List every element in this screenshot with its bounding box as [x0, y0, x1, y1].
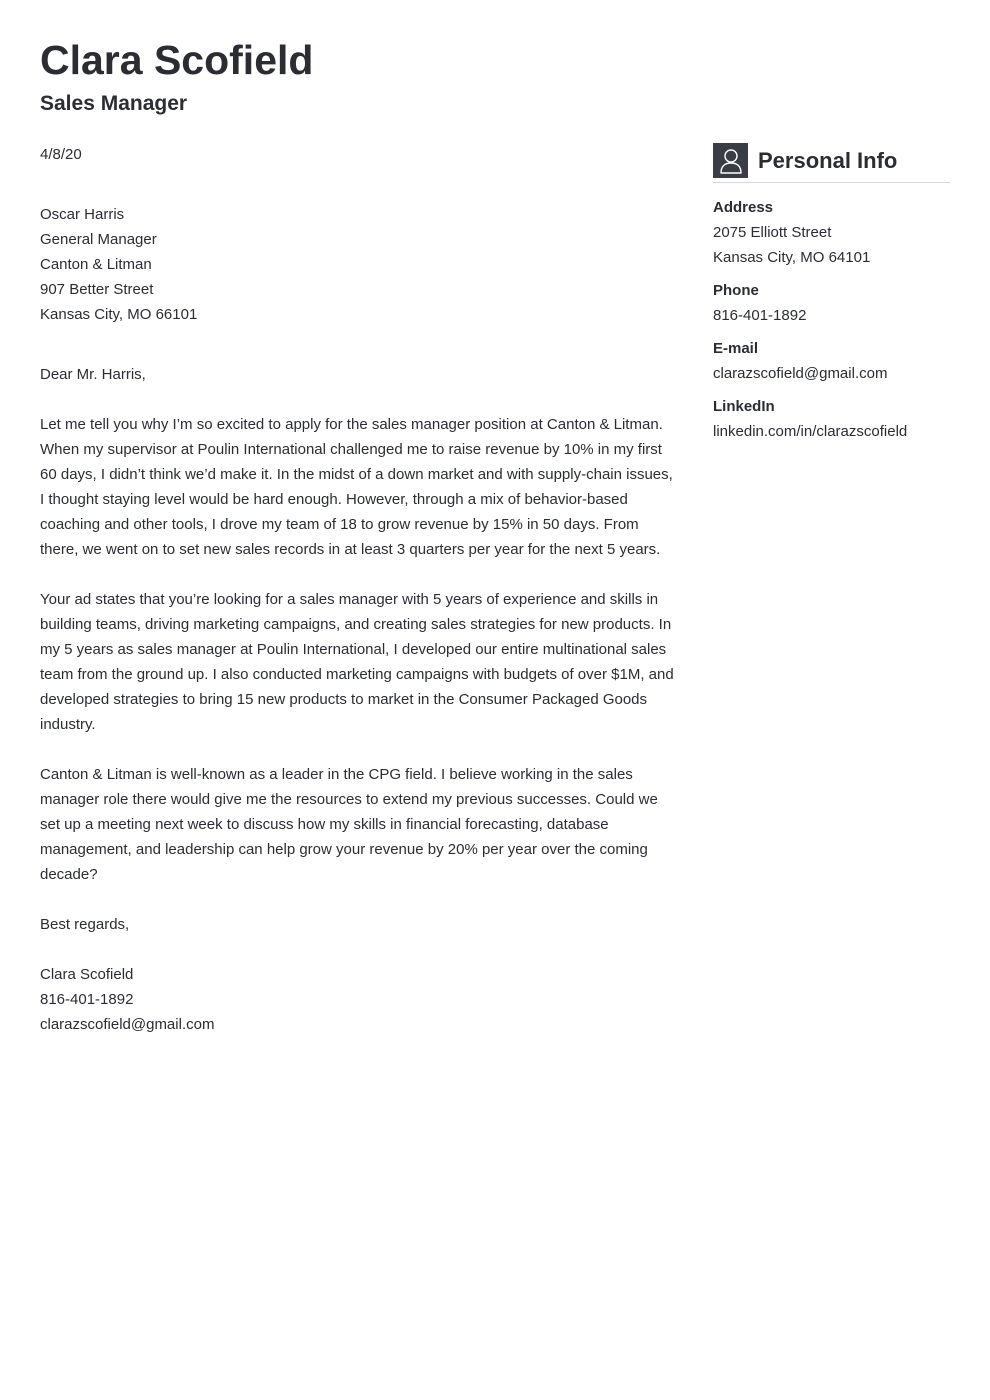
recipient-block	[40, 202, 680, 327]
letter-paragraph-2: Your ad states that you’re looking for a sales manager with 5 years of experience and skills in building teams, driving marketing campaigns, and creating sales strategies for new products. In my 5 years as sales manager at Poulin International, I developed our entire multinational sales team from the ground up. I also conducted marketing campaigns with budgets of over $1M, and developed strategies to bring 15 new products to market in the Consumer Packaged Goods industry.	[40, 591, 674, 733]
signature-block	[40, 962, 680, 1037]
letter-closing: Best regards,	[40, 916, 130, 933]
recipient-title: General Manager	[40, 231, 157, 248]
signature-phone: 816-401-1892	[40, 991, 134, 1008]
personal-info-list	[713, 195, 950, 444]
applicant-name: Clara Scofield	[40, 37, 314, 83]
phone-label: Phone	[713, 282, 759, 299]
address-label: Address	[713, 199, 774, 216]
letter-paragraph-1: Let me tell you why I’m so excited to apply for the sales manager position at Canton & Litman. When my supervisor at Poulin International challenged me to raise revenue by 10% in my first 60 days, I didn’t think we’d make it. In the midst of a down market and with supply-chain issues, I thought staying level would be hard enough. However, through a mix of behavior-based coaching and other tools, I drove my team of 18 to grow revenue by 15% in 50 days. From there, we went on to set new sales records in at least 3 quarters per year for the next 5 years.	[40, 416, 673, 558]
phone-value: 816-401-1892	[713, 307, 807, 324]
recipient-street: 907 Better Street	[40, 281, 154, 298]
address-line-1: 2075 Elliott Street	[713, 224, 832, 241]
address-group	[713, 195, 950, 270]
signature-email: clarazscofield@gmail.com	[40, 1016, 215, 1033]
email-label: E-mail	[713, 340, 759, 357]
recipient-name: Oscar Harris	[40, 206, 125, 223]
signature-name: Clara Scofield	[40, 966, 134, 983]
recipient-city: Kansas City, MO 66101	[40, 306, 198, 323]
address-line-2: Kansas City, MO 64101	[713, 249, 871, 266]
personal-info-sidebar	[713, 143, 950, 452]
linkedin-value: linkedin.com/in/clarazscofield	[713, 423, 908, 440]
letter-greeting: Dear Mr. Harris,	[40, 366, 146, 383]
recipient-company: Canton & Litman	[40, 256, 152, 273]
linkedin-label: LinkedIn	[713, 398, 775, 415]
personal-info-title: Personal Info	[758, 148, 898, 173]
letter-date: 4/8/20	[40, 146, 82, 163]
linkedin-group	[713, 394, 950, 444]
email-group	[713, 336, 950, 386]
letter-paragraph-3: Canton & Litman is well-known as a leader in the CPG field. I believe working in the sales manager role there would give me the resources to extend my previous successes. Could we set up a meeting next week to discuss how my skills in financial forecasting, database management, and leadership can help grow your revenue by 20% per year over the coming decade?	[40, 766, 658, 883]
personal-info-header	[713, 143, 950, 183]
email-value: clarazscofield@gmail.com	[713, 365, 888, 382]
person-icon	[713, 143, 748, 178]
letter-body	[40, 142, 680, 1037]
phone-group	[713, 278, 950, 328]
applicant-job-title: Sales Manager	[40, 92, 188, 115]
